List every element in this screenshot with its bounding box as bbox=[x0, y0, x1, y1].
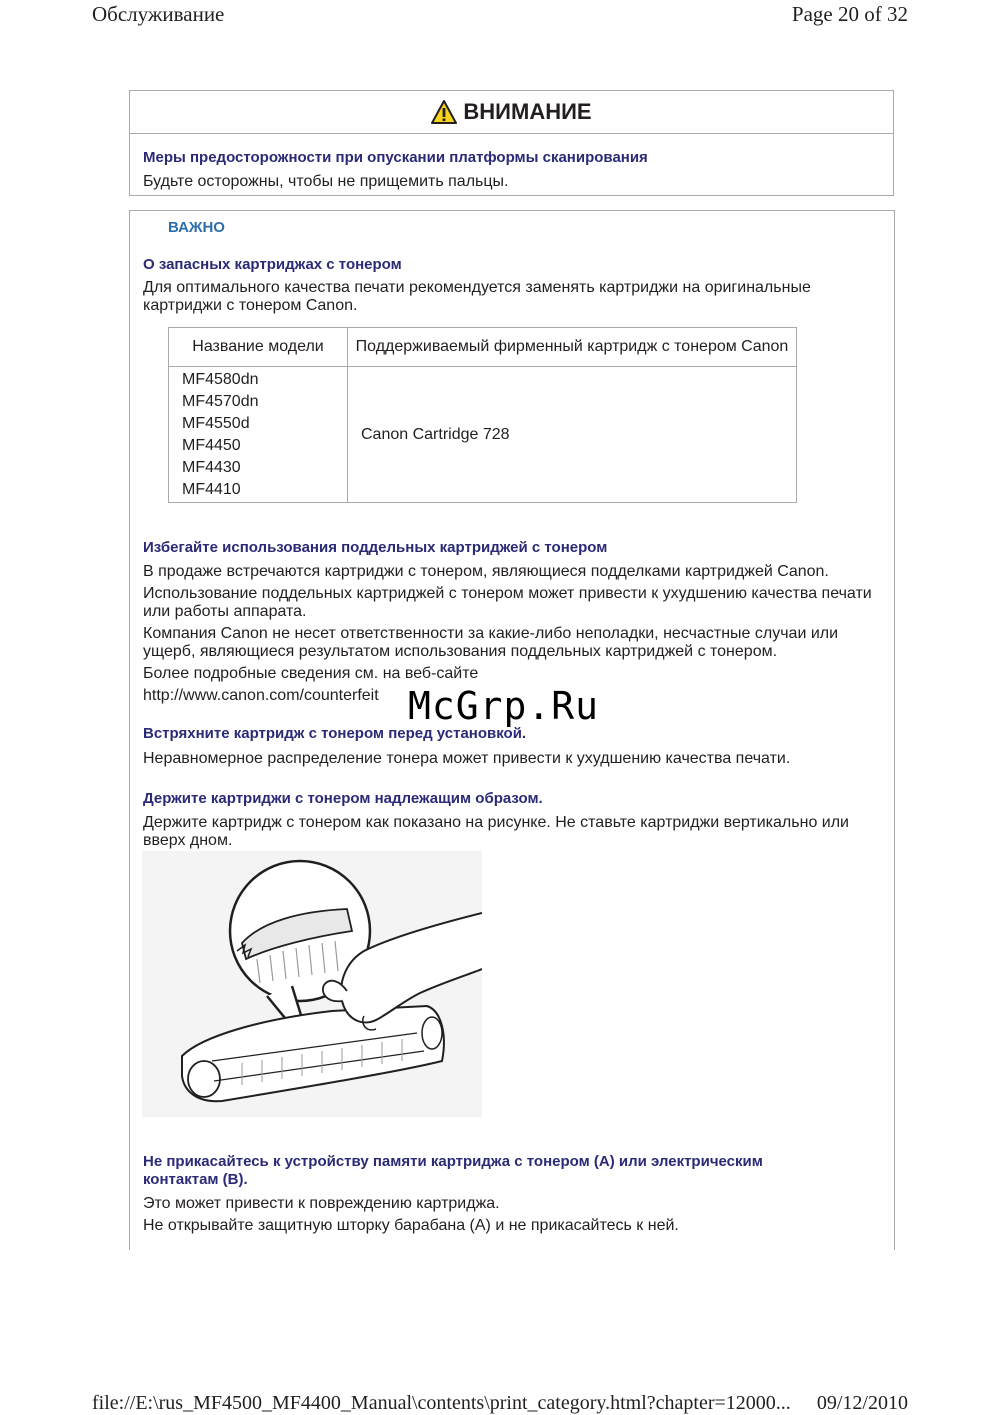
paragraph-line: В продаже встречаются картриджи с тонером, являющиеся подделками картриджей Canon. bbox=[143, 563, 829, 580]
important-label: ВАЖНО bbox=[168, 219, 225, 236]
model-name: MF4430 bbox=[182, 458, 241, 476]
paragraph-line: Более подробные сведения см. на веб-сайте bbox=[143, 665, 479, 682]
paragraph-line: Не открывайте защитную шторку барабана (A) и не прикасайтесь к ней. bbox=[143, 1217, 679, 1234]
warning-heading: Меры предосторожности при опускании платформы сканирования bbox=[143, 149, 648, 166]
table-header-cartridge: Поддерживаемый фирменный картридж с тонером Canon bbox=[348, 328, 797, 367]
header-section-title: Обслуживание bbox=[92, 2, 225, 26]
cartridge-handling-illustration bbox=[142, 851, 482, 1117]
model-list bbox=[169, 367, 348, 503]
section-heading: Избегайте использования поддельных картриджей с тонером bbox=[143, 539, 608, 556]
warning-text: Будьте осторожны, чтобы не прищемить пальцы. bbox=[143, 173, 509, 190]
model-name: MF4580dn bbox=[182, 370, 259, 388]
paragraph-line: Это может привести к повреждению картриджа. bbox=[143, 1195, 500, 1212]
warning-title: ВНИМАНИЕ bbox=[463, 99, 592, 124]
header-page-number: Page 20 of 32 bbox=[791, 2, 908, 26]
section-heading: Держите картриджи с тонером надлежащим образом. bbox=[143, 790, 543, 807]
model-name: MF4450 bbox=[182, 436, 241, 454]
section-heading: контактам (B). bbox=[143, 1171, 248, 1188]
warning-box bbox=[129, 90, 894, 196]
footer-file-path: file://E:\rus_MF4500_MF4400_Manual\contents\print_category.html?chapter=12000... bbox=[92, 1392, 791, 1414]
paragraph-line: Неравномерное распределение тонера может привести к ухудшению качества печати. bbox=[143, 750, 791, 767]
paragraph-line: ущерб, являющиеся результатом использования поддельных картриджей с тонером. bbox=[143, 643, 778, 660]
watermark: McGrp.Ru bbox=[408, 684, 600, 728]
model-name: MF4410 bbox=[182, 480, 241, 498]
paragraph-line: вверх дном. bbox=[143, 832, 233, 849]
section-heading: Встряхните картридж с тонером перед установкой. bbox=[143, 725, 527, 742]
paragraph-line: Использование поддельных картриджей с тонером может привести к ухудшению качества печати bbox=[143, 585, 872, 602]
footer-date: 09/12/2010 bbox=[816, 1392, 908, 1414]
model-name: MF4570dn bbox=[182, 392, 259, 410]
cartridge-table bbox=[168, 327, 797, 503]
table-header-model: Название модели bbox=[169, 328, 348, 367]
paragraph-line: Для оптимального качества печати рекомендуется заменять картриджи на оригинальные bbox=[143, 279, 811, 296]
cartridge-name: Canon Cartridge 728 bbox=[348, 367, 797, 503]
paragraph-line: или работы аппарата. bbox=[143, 603, 307, 620]
warning-header bbox=[130, 91, 893, 134]
model-name: MF4550d bbox=[182, 414, 250, 432]
paragraph-line: Компания Canon не несет ответственности за какие-либо неполадки, несчастные случаи или bbox=[143, 625, 839, 642]
important-box bbox=[129, 210, 895, 1250]
section-heading: Не прикасайтесь к устройству памяти картриджа с тонером (A) или электрическим bbox=[143, 1153, 763, 1170]
warning-triangle-icon bbox=[431, 100, 457, 124]
paragraph-line: Держите картридж с тонером как показано на рисунке. Не ставьте картриджи вертикально или bbox=[143, 814, 849, 831]
counterfeit-link[interactable]: http://www.canon.com/counterfeit bbox=[143, 687, 379, 704]
paragraph-line: картриджи с тонером Canon. bbox=[143, 297, 358, 314]
section-heading: О запасных картриджах с тонером bbox=[143, 256, 402, 273]
